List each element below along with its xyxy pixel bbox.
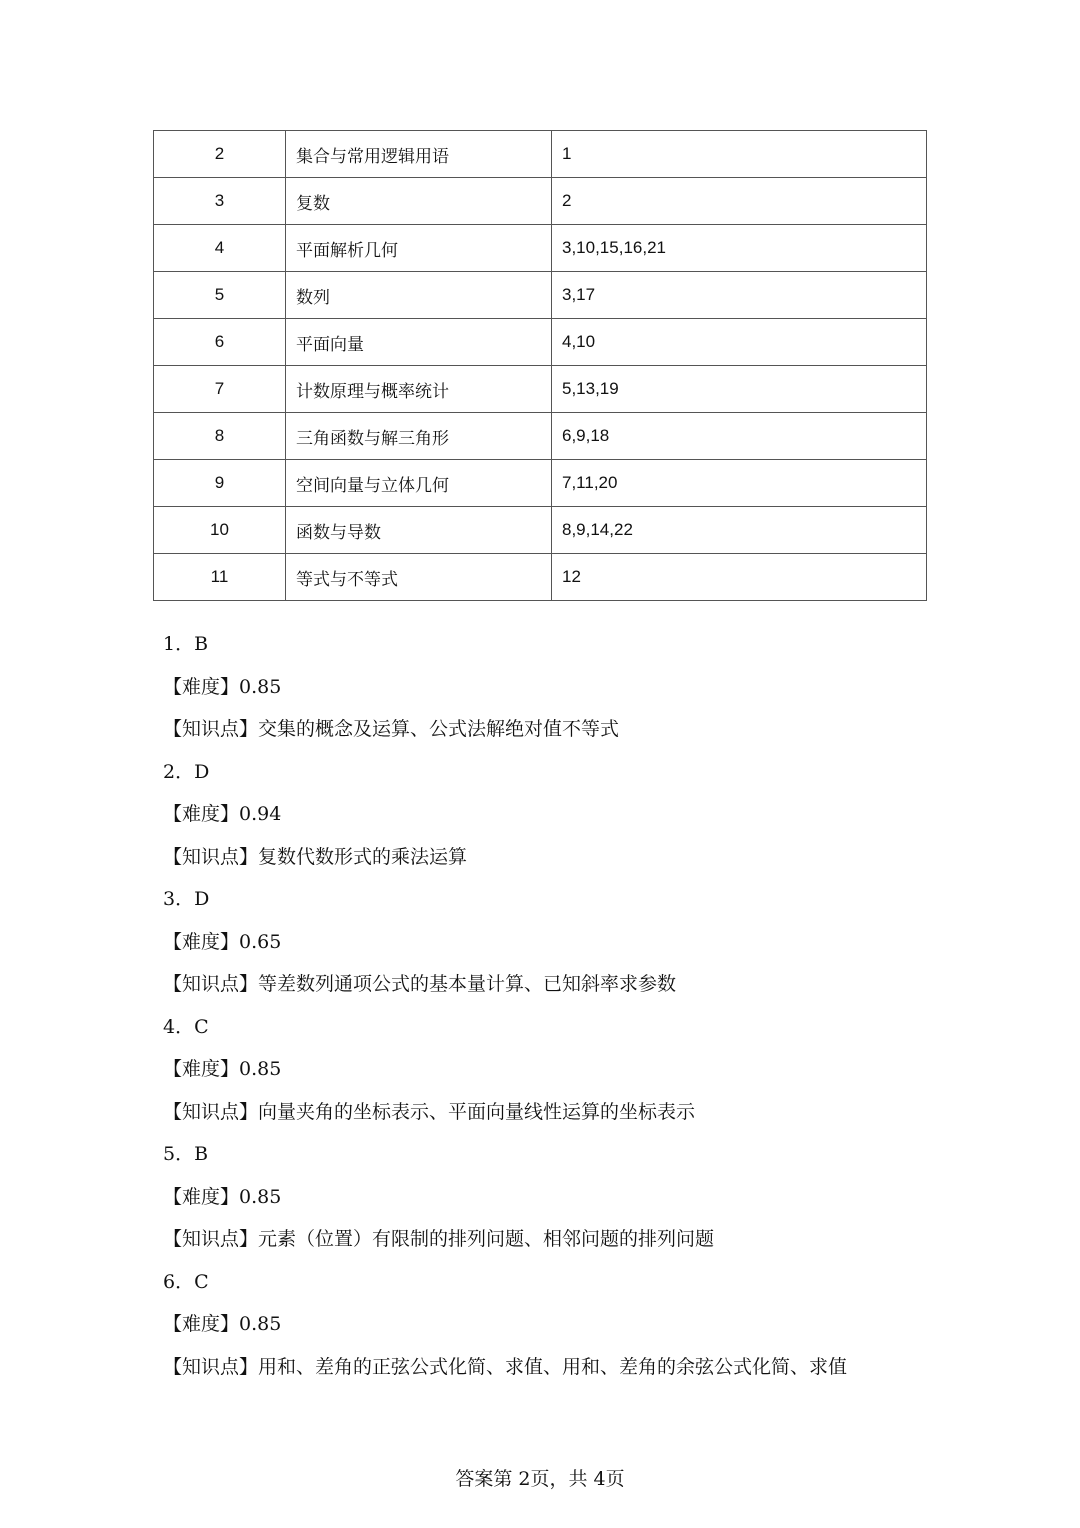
knowledge-value: 交集的概念及运算、公式法解绝对值不等式 <box>258 718 620 740</box>
topic-cell: 复数 <box>286 178 552 225</box>
answer-line <box>163 889 963 910</box>
row-number-cell: 7 <box>154 366 286 413</box>
table-row <box>154 413 927 460</box>
question-numbers-cell: 1 <box>552 131 927 178</box>
table-row <box>154 178 927 225</box>
difficulty-line <box>163 932 963 953</box>
knowledge-label: 【知识点】 <box>163 973 259 995</box>
question-number: 4． <box>163 1015 195 1038</box>
question-numbers-cell: 4,10 <box>552 319 927 366</box>
difficulty-label: 【难度】 <box>163 1313 240 1335</box>
difficulty-label: 【难度】 <box>163 930 240 953</box>
question-numbers-cell: 2 <box>552 178 927 225</box>
answer-line <box>163 634 963 655</box>
table-row <box>154 507 927 554</box>
difficulty-label: 【难度】 <box>163 1185 240 1208</box>
topic-cell: 等式与不等式 <box>286 554 552 601</box>
question-number: 6． <box>163 1270 195 1293</box>
answer-choice: D <box>194 888 210 910</box>
answer-choice: C <box>194 1015 209 1038</box>
question-number: 3． <box>163 888 195 910</box>
answer-choice: D <box>194 760 210 783</box>
table-row <box>154 554 927 601</box>
difficulty-value: 0.85 <box>239 1058 282 1080</box>
difficulty-value: 0.85 <box>239 675 282 698</box>
answer-line <box>163 1144 963 1165</box>
knowledge-line <box>163 974 963 995</box>
knowledge-line <box>163 1229 963 1250</box>
knowledge-value: 复数代数形式的乘法运算 <box>258 845 468 868</box>
difficulty-line <box>163 1314 963 1335</box>
row-number-cell: 10 <box>154 507 286 554</box>
topic-cell: 函数与导数 <box>286 507 552 554</box>
row-number-cell: 5 <box>154 272 286 319</box>
topic-cell: 平面向量 <box>286 319 552 366</box>
answer-line <box>163 762 963 783</box>
answer-choice: C <box>194 1270 209 1293</box>
knowledge-line <box>163 847 963 868</box>
topic-cell: 计数原理与概率统计 <box>286 366 552 413</box>
knowledge-line <box>163 1102 963 1123</box>
answer-line <box>163 1017 963 1038</box>
question-numbers-cell: 8,9,14,22 <box>552 507 927 554</box>
knowledge-label: 【知识点】 <box>163 845 259 868</box>
difficulty-line <box>163 1187 963 1208</box>
topic-question-table <box>153 130 927 601</box>
page-footer: 答案第 2页，共 4页 <box>455 1468 625 1490</box>
knowledge-value: 等差数列通项公式的基本量计算、已知斜率求参数 <box>258 973 677 995</box>
difficulty-label: 【难度】 <box>163 675 240 698</box>
table-row <box>154 225 927 272</box>
question-numbers-cell: 12 <box>552 554 927 601</box>
row-number-cell: 8 <box>154 413 286 460</box>
row-number-cell: 9 <box>154 460 286 507</box>
row-number-cell: 11 <box>154 554 286 601</box>
knowledge-label: 【知识点】 <box>163 718 259 740</box>
difficulty-value: 0.65 <box>239 930 282 953</box>
difficulty-value: 0.94 <box>239 803 282 825</box>
table-row <box>154 366 927 413</box>
knowledge-label: 【知识点】 <box>163 1228 259 1250</box>
row-number-cell: 3 <box>154 178 286 225</box>
difficulty-line <box>163 804 963 825</box>
question-number: 2． <box>163 760 195 783</box>
knowledge-line <box>163 1357 963 1378</box>
difficulty-label: 【难度】 <box>163 1058 240 1080</box>
knowledge-value: 向量夹角的坐标表示、平面向量线性运算的坐标表示 <box>258 1100 696 1123</box>
knowledge-label: 【知识点】 <box>163 1100 259 1123</box>
difficulty-label: 【难度】 <box>163 803 240 825</box>
row-number-cell: 2 <box>154 131 286 178</box>
knowledge-value: 用和、差角的正弦公式化简、求值、用和、差角的余弦公式化简、求值 <box>258 1355 848 1378</box>
question-numbers-cell: 3,10,15,16,21 <box>552 225 927 272</box>
answer-choice: B <box>194 1143 209 1165</box>
topic-cell: 空间向量与立体几何 <box>286 460 552 507</box>
question-number: 5． <box>163 1143 195 1165</box>
table-row <box>154 272 927 319</box>
question-numbers-cell: 5,13,19 <box>552 366 927 413</box>
row-number-cell: 4 <box>154 225 286 272</box>
knowledge-label: 【知识点】 <box>163 1355 259 1378</box>
difficulty-line <box>163 1059 963 1080</box>
topic-cell: 平面解析几何 <box>286 225 552 272</box>
table-row <box>154 131 927 178</box>
table-body <box>154 131 927 601</box>
knowledge-value: 元素（位置）有限制的排列问题、相邻问题的排列问题 <box>258 1228 715 1250</box>
difficulty-line <box>163 677 963 698</box>
topic-cell: 数列 <box>286 272 552 319</box>
table-row <box>154 319 927 366</box>
answer-line <box>163 1272 963 1293</box>
topic-cell: 集合与常用逻辑用语 <box>286 131 552 178</box>
topic-cell: 三角函数与解三角形 <box>286 413 552 460</box>
table-row <box>154 460 927 507</box>
question-numbers-cell: 3,17 <box>552 272 927 319</box>
difficulty-value: 0.85 <box>239 1313 282 1335</box>
question-numbers-cell: 6,9,18 <box>552 413 927 460</box>
question-number: 1． <box>163 633 195 655</box>
knowledge-line <box>163 719 963 740</box>
answer-choice: B <box>194 633 209 655</box>
question-numbers-cell: 7,11,20 <box>552 460 927 507</box>
row-number-cell: 6 <box>154 319 286 366</box>
answer-list <box>163 634 963 1399</box>
difficulty-value: 0.85 <box>239 1185 282 1208</box>
